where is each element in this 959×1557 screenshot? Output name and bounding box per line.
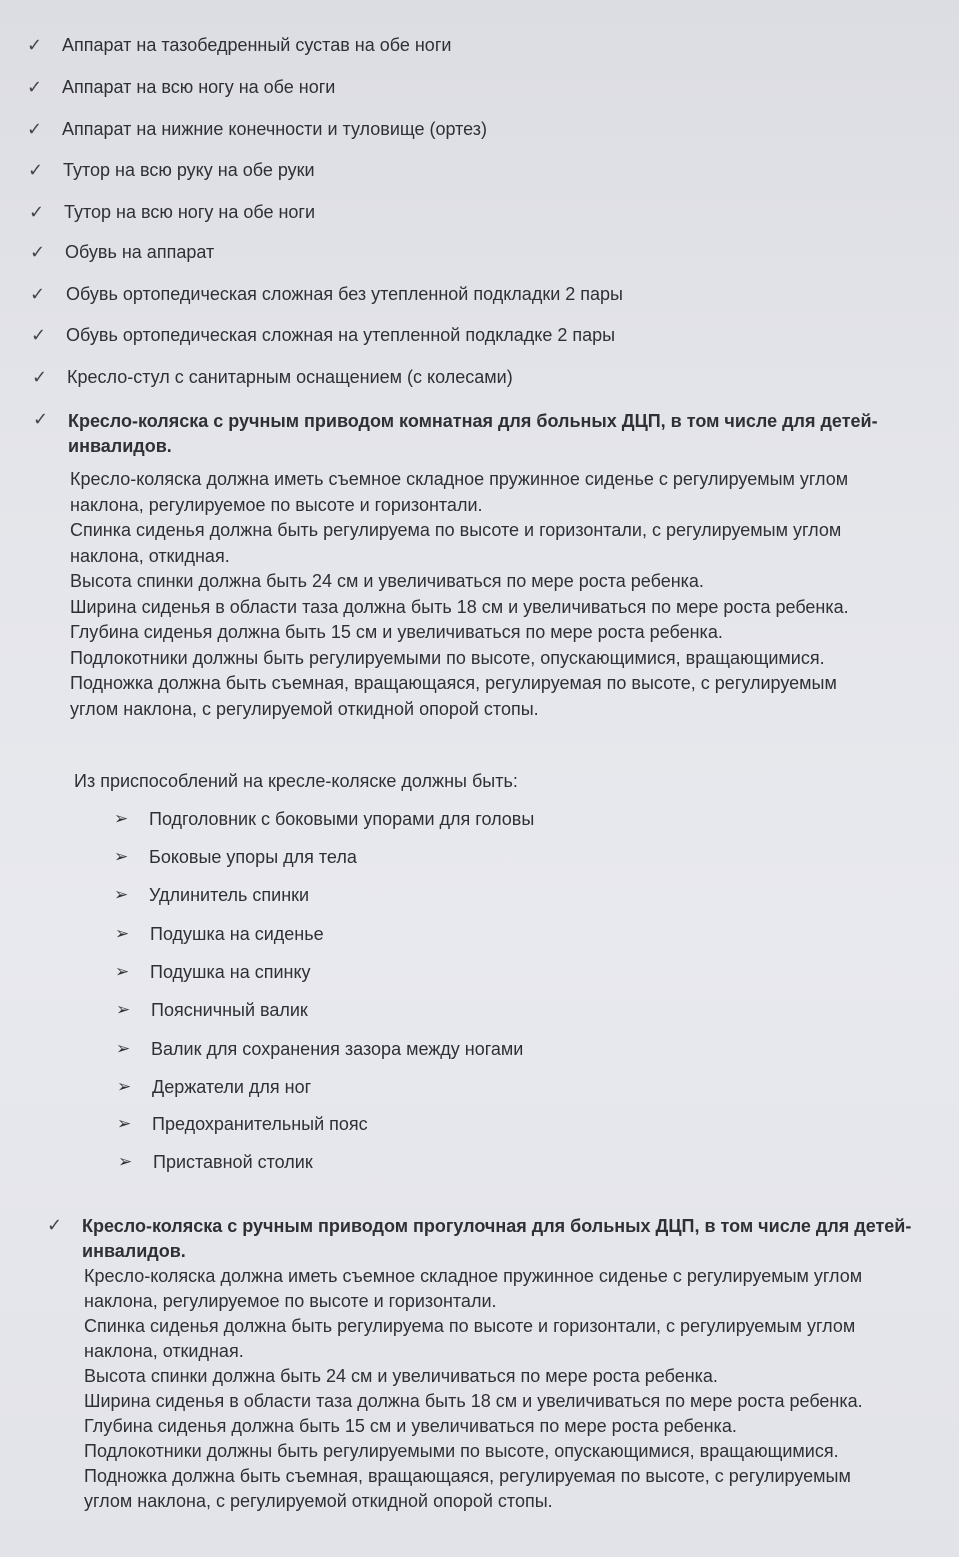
description-line: Подлокотники должны быть регулируемыми по высоте, опускающимися, вращающимися.: [70, 647, 825, 668]
arrow-bullet-icon: ➢: [114, 809, 129, 828]
accessory-item: Приставной столик: [153, 1152, 313, 1172]
section-title-cont: инвалидов.: [82, 1241, 186, 1261]
arrow-bullet-icon: ➢: [116, 1039, 131, 1058]
description-line: Спинка сиденья должна быть регулируема по высоте и горизонтали, с регулируемым углом: [84, 1316, 856, 1336]
description-line: Высота спинки должна быть 24 см и увеличиваться по мере роста ребенка.: [84, 1366, 718, 1386]
item-text: Тутор на всю ногу на обе ноги: [64, 202, 316, 222]
item-text: Аппарат на тазобедренный сустав на обе ноги: [62, 35, 452, 55]
section-title: Кресло-коляска с ручным приводом прогулочная для больных ДЦП, в том числе для детей-: [82, 1216, 912, 1236]
description-line: Ширина сиденья в области таза должна быть 18 см и увеличиваться по мере роста ребенка.: [84, 1391, 863, 1411]
accessory-item: Удлинитель спинки: [149, 885, 310, 905]
check-icon: ✓: [27, 77, 43, 97]
description-line: Глубина сиденья должна быть 15 см и увеличиваться по мере роста ребенка.: [84, 1416, 737, 1436]
accessory-item: Подголовник с боковыми упорами для головы: [149, 809, 535, 829]
arrow-bullet-icon: ➢: [114, 885, 129, 904]
arrow-bullet-icon: ➢: [118, 1152, 133, 1171]
check-icon: ✓: [29, 202, 45, 222]
item-text: Аппарат на всю ногу на обе ноги: [62, 77, 336, 97]
section-description: [70, 467, 849, 722]
arrow-bullet-icon: ➢: [115, 924, 130, 943]
description-line: Ширина сиденья в области таза должна быть 18 см и увеличиваться по мере роста ребенка.: [70, 596, 849, 617]
arrow-bullet-icon: ➢: [115, 962, 130, 981]
check-icon: ✓: [47, 1215, 63, 1235]
description-line: Подножка должна быть съемная, вращающаяся, регулируемая по высоте, с регулируемым: [84, 1466, 851, 1486]
description-line: Спинка сиденья должна быть регулируема по высоте и горизонтали, с регулируемым углом: [70, 520, 842, 540]
accessory-item: Боковые упоры для тела: [149, 847, 357, 867]
description-line: наклона, регулируемое по высоте и горизонтали.: [70, 494, 483, 515]
arrow-bullet-icon: ➢: [114, 847, 129, 866]
section-description: [84, 1264, 863, 1514]
item-text: Тутор на всю руку на обе руки: [63, 160, 315, 180]
item-text: Аппарат на нижние конечности и туловище (ортез): [62, 119, 488, 139]
section-title-cont: инвалидов.: [68, 436, 172, 456]
item-text: Обувь на аппарат: [65, 242, 215, 262]
check-icon: ✓: [31, 325, 47, 345]
check-icon: ✓: [27, 119, 43, 139]
arrow-bullet-icon: ➢: [117, 1114, 132, 1133]
accessory-item: Предохранительный пояс: [152, 1114, 368, 1134]
check-icon: ✓: [30, 284, 46, 304]
description-line: Подножка должна быть съемная, вращающаяся, регулируемая по высоте, с регулируемым: [70, 673, 837, 693]
description-line: наклона, откидная.: [70, 545, 230, 566]
section-title: Кресло-коляска с ручным приводом комнатная для больных ДЦП, в том числе для детей-: [68, 411, 878, 431]
item-text: Обувь ортопедическая сложная на утепленной подкладке 2 пары: [66, 325, 616, 345]
description-line: наклона, откидная.: [84, 1341, 244, 1361]
description-line: Высота спинки должна быть 24 см и увеличиваться по мере роста ребенка.: [70, 571, 704, 591]
check-icon: ✓: [27, 35, 43, 55]
description-line: Глубина сиденья должна быть 15 см и увеличиваться по мере роста ребенка.: [70, 622, 723, 642]
description-line: Кресло-коляска должна иметь съемное складное пружинное сиденье с регулируемым углом: [84, 1266, 863, 1286]
accessory-item: Валик для сохранения зазора между ногами: [151, 1039, 524, 1059]
accessory-item: Поясничный валик: [151, 1000, 308, 1020]
check-icon: ✓: [33, 409, 49, 429]
description-line: углом наклона, с регулируемой откидной опорой стопы.: [70, 698, 539, 719]
item-text: Обувь ортопедическая сложная без утепленной подкладки 2 пары: [66, 284, 623, 304]
check-icon: ✓: [30, 242, 46, 262]
description-line: Кресло-коляска должна иметь съемное складное пружинное сиденье с регулируемым углом: [70, 469, 849, 489]
description-line: Подлокотники должны быть регулируемыми по высоте, опускающимися, вращающимися.: [84, 1441, 839, 1461]
check-icon: ✓: [32, 367, 48, 387]
arrow-bullet-icon: ➢: [116, 1000, 131, 1019]
accessory-item: Держатели для ног: [152, 1077, 312, 1097]
item-text: Кресло-стул с санитарным оснащением (с колесами): [67, 367, 513, 387]
accessories-heading: Из приспособлений на кресле-коляске должны быть:: [74, 771, 518, 791]
arrow-bullet-icon: ➢: [117, 1077, 132, 1096]
description-line: наклона, регулируемое по высоте и горизонтали.: [84, 1291, 497, 1311]
accessory-item: Подушка на сиденье: [150, 924, 324, 944]
accessory-item: Подушка на спинку: [150, 962, 311, 982]
check-icon: ✓: [28, 160, 44, 180]
description-line: углом наклона, с регулируемой откидной опорой стопы.: [84, 1491, 553, 1511]
